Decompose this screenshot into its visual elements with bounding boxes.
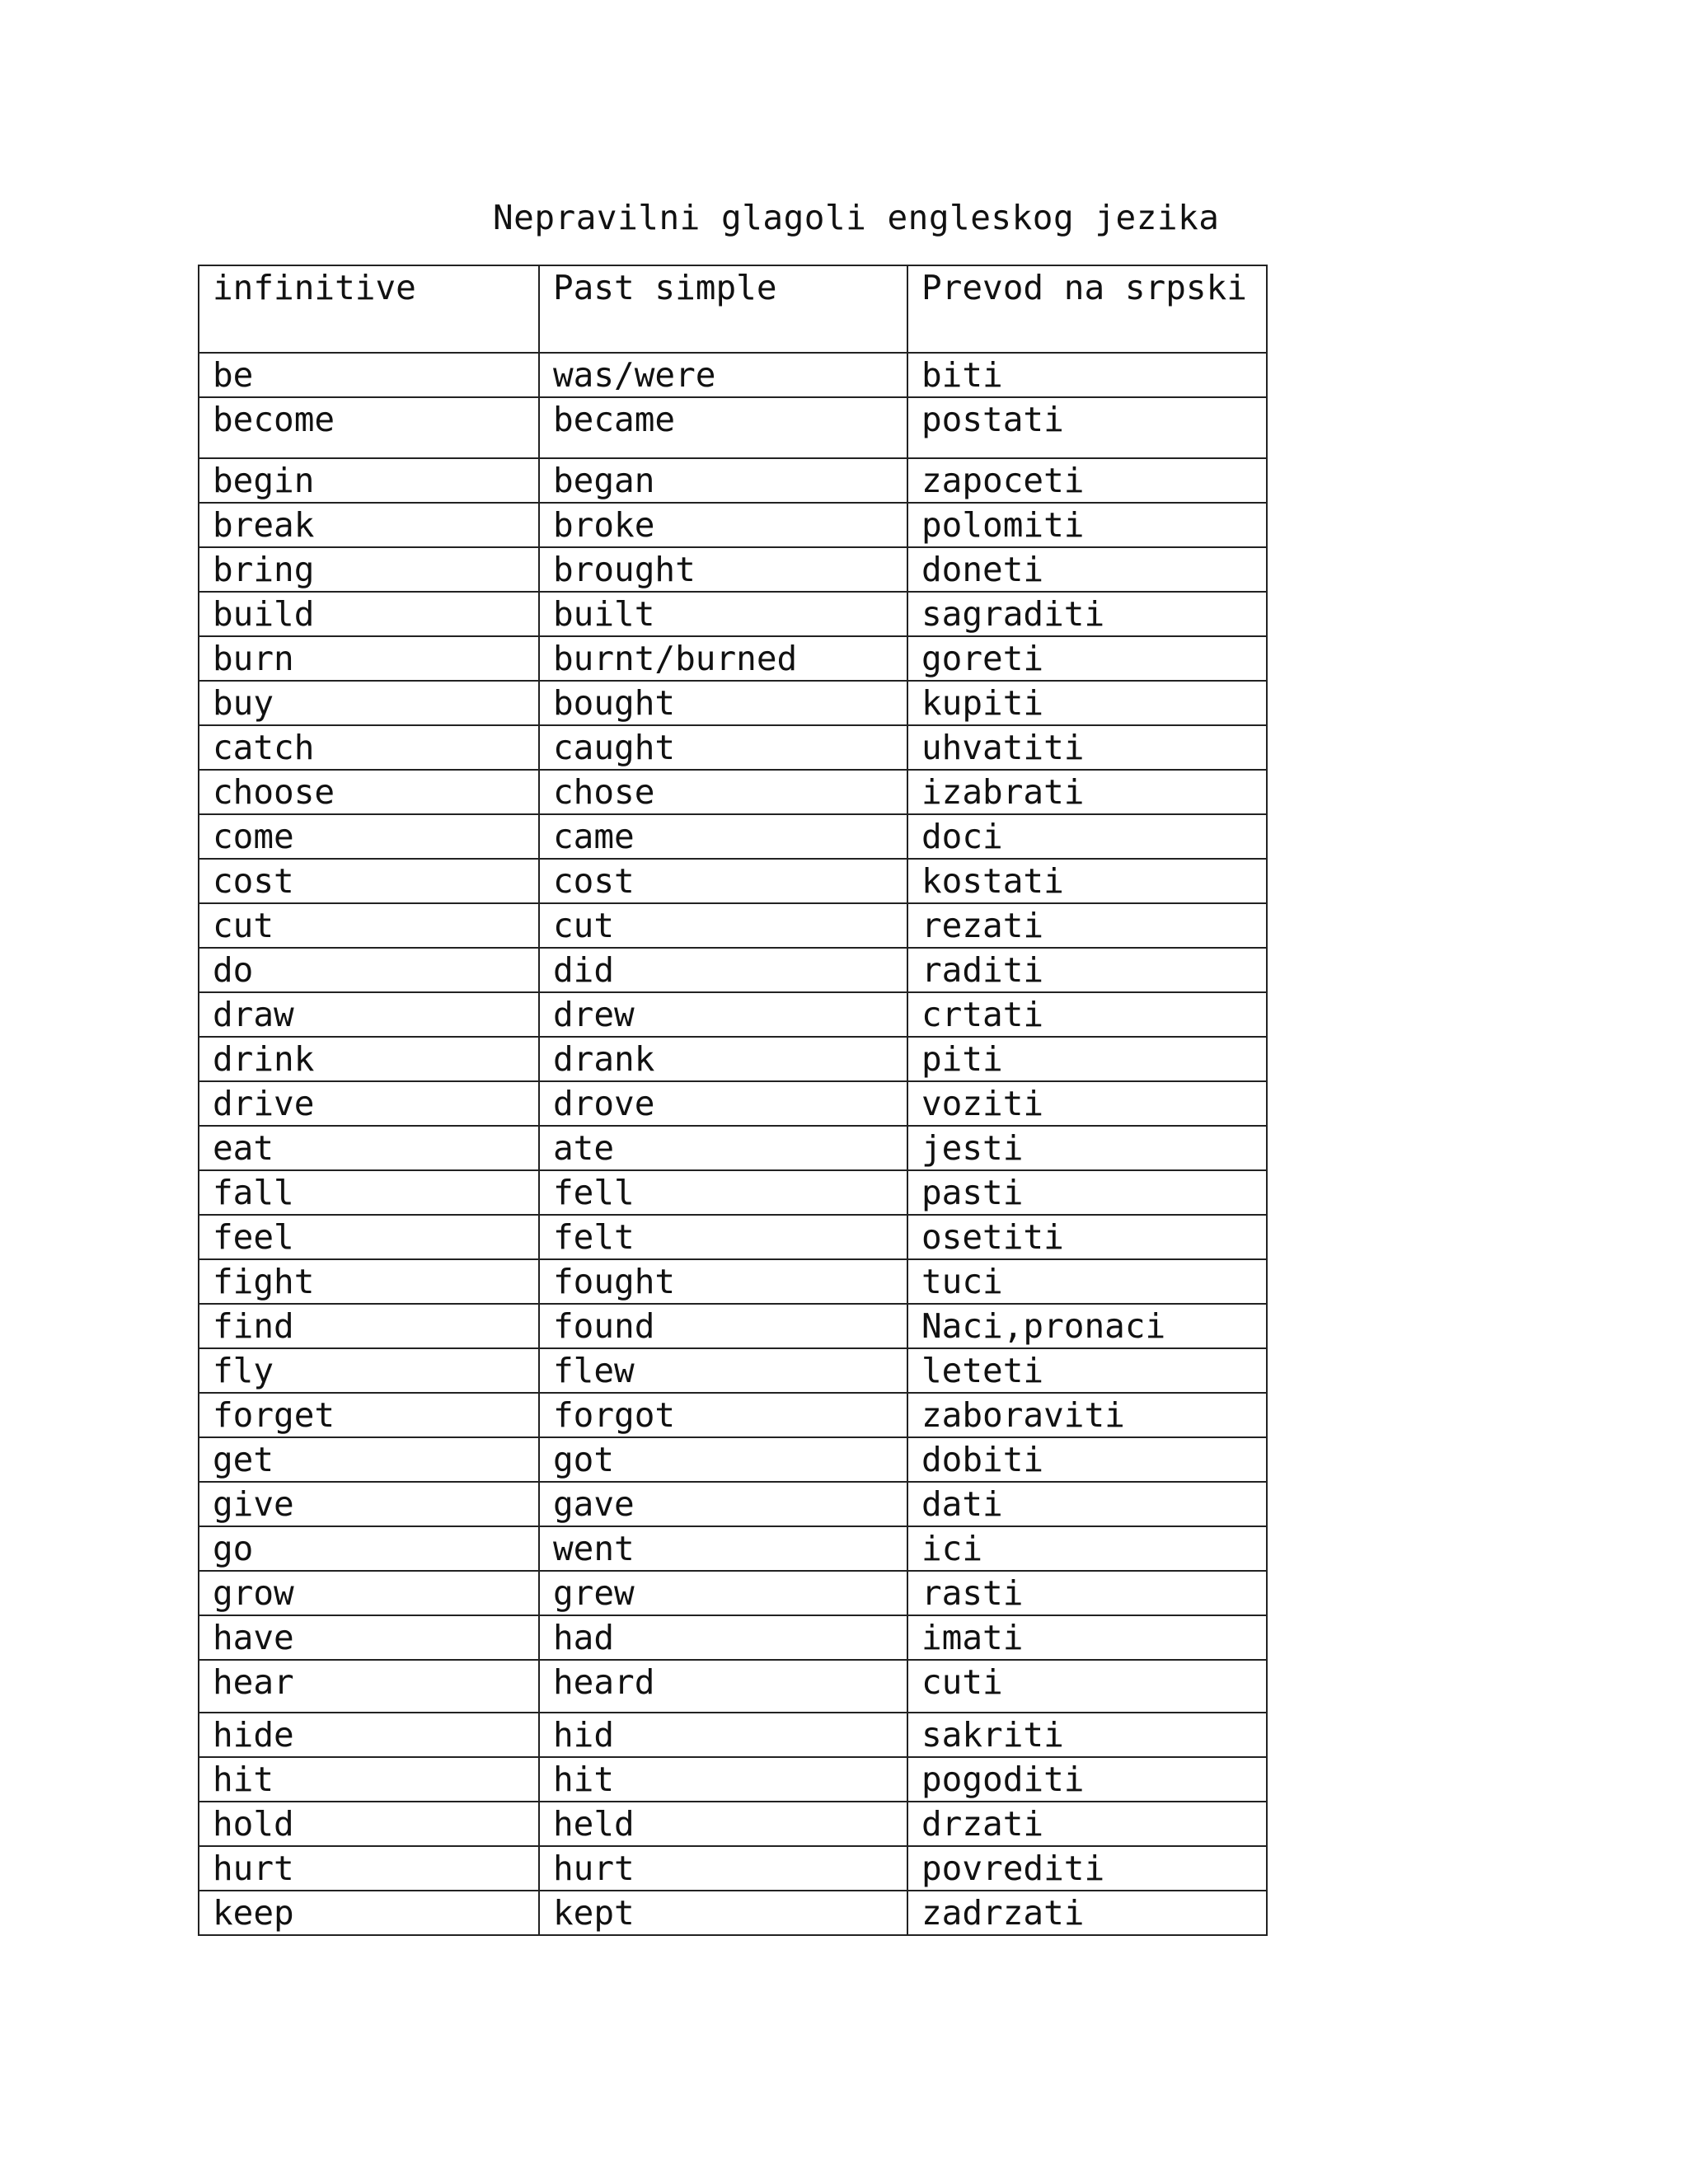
cell-translation: pasti: [907, 1170, 1267, 1215]
cell-infinitive: become: [199, 397, 539, 458]
cell-infinitive: hear: [199, 1660, 539, 1713]
cell-infinitive: grow: [199, 1571, 539, 1615]
cell-past-simple: did: [539, 948, 907, 992]
cell-translation: raditi: [907, 948, 1267, 992]
cell-translation: doci: [907, 814, 1267, 859]
cell-past-simple: brought: [539, 547, 907, 592]
cell-infinitive: cut: [199, 903, 539, 948]
cell-translation: sakriti: [907, 1713, 1267, 1757]
cell-infinitive: hurt: [199, 1846, 539, 1891]
cell-past-simple: drew: [539, 992, 907, 1037]
cell-translation: biti: [907, 353, 1267, 397]
cell-past-simple: heard: [539, 1660, 907, 1713]
cell-translation: piti: [907, 1037, 1267, 1081]
cell-past-simple: hid: [539, 1713, 907, 1757]
table-row: [199, 1891, 1267, 1935]
cell-past-simple: bought: [539, 681, 907, 725]
header-infinitive: infinitive: [199, 265, 539, 353]
table-row: [199, 948, 1267, 992]
cell-past-simple: chose: [539, 770, 907, 814]
cell-infinitive: fly: [199, 1348, 539, 1393]
cell-past-simple: became: [539, 397, 907, 458]
table-row: [199, 458, 1267, 503]
cell-past-simple: came: [539, 814, 907, 859]
cell-translation: leteti: [907, 1348, 1267, 1393]
table-row: [199, 992, 1267, 1037]
cell-translation: jesti: [907, 1126, 1267, 1170]
table-row: [199, 397, 1267, 458]
cell-infinitive: begin: [199, 458, 539, 503]
cell-past-simple: went: [539, 1526, 907, 1571]
cell-past-simple: burnt/burned: [539, 636, 907, 681]
cell-infinitive: fall: [199, 1170, 539, 1215]
cell-translation: izabrati: [907, 770, 1267, 814]
cell-infinitive: fight: [199, 1259, 539, 1304]
cell-past-simple: grew: [539, 1571, 907, 1615]
cell-infinitive: come: [199, 814, 539, 859]
table-row: [199, 547, 1267, 592]
cell-translation: crtati: [907, 992, 1267, 1037]
cell-translation: postati: [907, 397, 1267, 458]
cell-translation: polomiti: [907, 503, 1267, 547]
cell-infinitive: break: [199, 503, 539, 547]
table-row: [199, 636, 1267, 681]
table-row: [199, 1437, 1267, 1482]
cell-translation: sagraditi: [907, 592, 1267, 636]
cell-past-simple: built: [539, 592, 907, 636]
table-row: [199, 1757, 1267, 1802]
cell-infinitive: go: [199, 1526, 539, 1571]
cell-translation: doneti: [907, 547, 1267, 592]
cell-translation: Naci,pronaci: [907, 1304, 1267, 1348]
cell-past-simple: kept: [539, 1891, 907, 1935]
table-row: [199, 1526, 1267, 1571]
cell-translation: zapoceti: [907, 458, 1267, 503]
cell-infinitive: hide: [199, 1713, 539, 1757]
cell-past-simple: was/were: [539, 353, 907, 397]
table-row: [199, 1215, 1267, 1259]
table-row: [199, 353, 1267, 397]
cell-translation: goreti: [907, 636, 1267, 681]
table-header-row: [199, 265, 1267, 353]
table-row: [199, 1571, 1267, 1615]
cell-infinitive: drink: [199, 1037, 539, 1081]
cell-infinitive: have: [199, 1615, 539, 1660]
cell-translation: kupiti: [907, 681, 1267, 725]
cell-infinitive: keep: [199, 1891, 539, 1935]
cell-infinitive: buy: [199, 681, 539, 725]
cell-translation: ici: [907, 1526, 1267, 1571]
cell-translation: kostati: [907, 859, 1267, 903]
cell-infinitive: get: [199, 1437, 539, 1482]
table-row: [199, 1170, 1267, 1215]
irregular-verbs-table: [198, 265, 1268, 1936]
cell-past-simple: broke: [539, 503, 907, 547]
cell-translation: drzati: [907, 1802, 1267, 1846]
cell-translation: dati: [907, 1482, 1267, 1526]
cell-translation: rasti: [907, 1571, 1267, 1615]
table-row: [199, 1802, 1267, 1846]
cell-past-simple: drank: [539, 1037, 907, 1081]
table-row: [199, 1846, 1267, 1891]
cell-translation: povrediti: [907, 1846, 1267, 1891]
table-row: [199, 503, 1267, 547]
cell-past-simple: found: [539, 1304, 907, 1348]
cell-past-simple: fought: [539, 1259, 907, 1304]
cell-infinitive: choose: [199, 770, 539, 814]
cell-translation: cuti: [907, 1660, 1267, 1713]
cell-infinitive: drive: [199, 1081, 539, 1126]
cell-past-simple: gave: [539, 1482, 907, 1526]
cell-past-simple: drove: [539, 1081, 907, 1126]
cell-past-simple: flew: [539, 1348, 907, 1393]
cell-infinitive: cost: [199, 859, 539, 903]
cell-infinitive: be: [199, 353, 539, 397]
cell-past-simple: caught: [539, 725, 907, 770]
table-row: [199, 1482, 1267, 1526]
cell-infinitive: forget: [199, 1393, 539, 1437]
cell-past-simple: had: [539, 1615, 907, 1660]
cell-past-simple: cost: [539, 859, 907, 903]
cell-infinitive: feel: [199, 1215, 539, 1259]
cell-translation: zaboraviti: [907, 1393, 1267, 1437]
table-row: [199, 903, 1267, 948]
cell-past-simple: got: [539, 1437, 907, 1482]
cell-past-simple: began: [539, 458, 907, 503]
cell-translation: rezati: [907, 903, 1267, 948]
cell-infinitive: find: [199, 1304, 539, 1348]
table-row: [199, 1081, 1267, 1126]
table-row: [199, 1126, 1267, 1170]
cell-infinitive: bring: [199, 547, 539, 592]
table-row: [199, 1348, 1267, 1393]
cell-translation: voziti: [907, 1081, 1267, 1126]
cell-infinitive: do: [199, 948, 539, 992]
cell-past-simple: forgot: [539, 1393, 907, 1437]
cell-translation: zadrzati: [907, 1891, 1267, 1935]
cell-infinitive: catch: [199, 725, 539, 770]
cell-infinitive: build: [199, 592, 539, 636]
cell-past-simple: felt: [539, 1215, 907, 1259]
cell-translation: pogoditi: [907, 1757, 1267, 1802]
cell-past-simple: hurt: [539, 1846, 907, 1891]
header-translation: Prevod na srpski: [907, 265, 1267, 353]
cell-translation: tuci: [907, 1259, 1267, 1304]
table-row: [199, 1037, 1267, 1081]
cell-infinitive: give: [199, 1482, 539, 1526]
table-row: [199, 859, 1267, 903]
page-title: Nepravilni glagoli engleskog jezika: [493, 198, 1220, 237]
cell-infinitive: draw: [199, 992, 539, 1037]
cell-past-simple: ate: [539, 1126, 907, 1170]
cell-translation: imati: [907, 1615, 1267, 1660]
table-row: [199, 1393, 1267, 1437]
table-row: [199, 770, 1267, 814]
cell-infinitive: burn: [199, 636, 539, 681]
cell-translation: uhvatiti: [907, 725, 1267, 770]
table-row: [199, 725, 1267, 770]
table-row: [199, 1304, 1267, 1348]
cell-past-simple: cut: [539, 903, 907, 948]
table-row: [199, 592, 1267, 636]
table-row: [199, 681, 1267, 725]
cell-past-simple: held: [539, 1802, 907, 1846]
header-past-simple: Past simple: [539, 265, 907, 353]
cell-infinitive: eat: [199, 1126, 539, 1170]
table-row: [199, 814, 1267, 859]
cell-infinitive: hold: [199, 1802, 539, 1846]
cell-infinitive: hit: [199, 1757, 539, 1802]
table-row: [199, 1660, 1267, 1713]
cell-past-simple: hit: [539, 1757, 907, 1802]
cell-translation: dobiti: [907, 1437, 1267, 1482]
table-row: [199, 1259, 1267, 1304]
table-row: [199, 1713, 1267, 1757]
cell-past-simple: fell: [539, 1170, 907, 1215]
cell-translation: osetiti: [907, 1215, 1267, 1259]
table-row: [199, 1615, 1267, 1660]
